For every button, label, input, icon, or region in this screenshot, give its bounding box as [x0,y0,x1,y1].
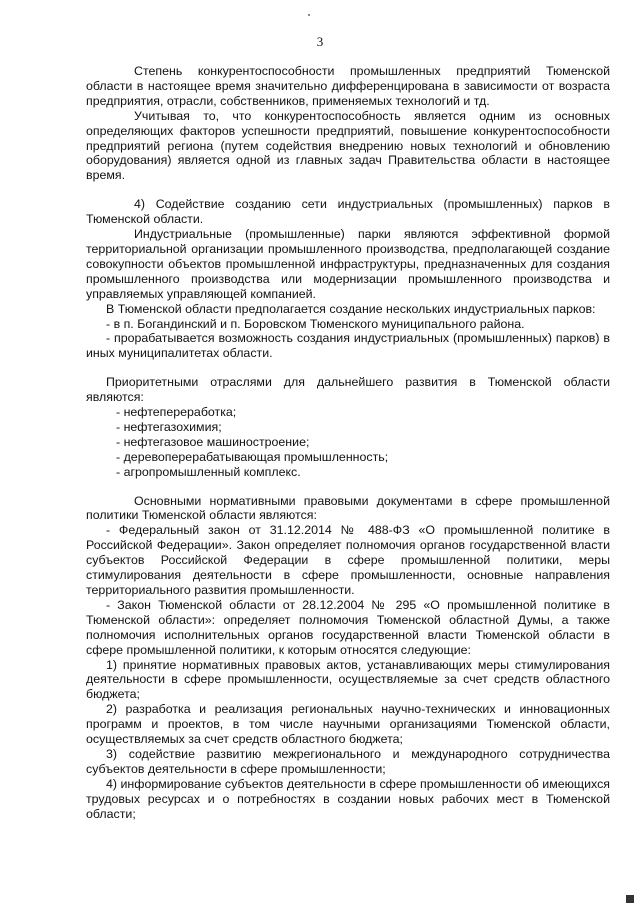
list-item-power-1: 1) принятие нормативных правовых актов, устанавливающих меры стимулирования деятельности в сфере промышленности, осуществляемые за счет средств областного бюджета; [86,657,610,702]
paragraph-industrial-parks-plan: В Тюменской области предполагается создание нескольких индустриальных парков: [106,301,596,316]
list-item-power-2: 2) разработка и реализация региональных научно-технических и инновационных программ и проектов, в том числе научными организациями Тюменской области, осуществляемых за счет средств областного бюджета; [86,702,610,747]
list-item-park-bogandinsky: - в п. Богандинский и п. Боровском Тюменского муниципального района. [106,316,525,331]
list-item-park-other: - прорабатывается возможность создания индустриальных (промышленных) парков) в иных муниципалитетах области. [86,331,610,361]
list-item-federal-law: - Федеральный закон от 31.12.2014 № 488-ФЗ «О промышленной политике в Российской Федерации». Закон определяет полномочия органов государственной власти субъектов Российской Федерации в сфере промышленной политики, меры стимулирования деятельности в сфере промышленности, основные направления территориального развития промышленности. [86,523,610,597]
paragraph-normative-documents: Основными нормативными правовыми документами в сфере промышленной политики Тюменской области являются: [86,493,610,523]
list-item-power-4: 4) информирование субъектов деятельности в сфере промышленности об имеющихся трудовых ресурсах и о потребностях в создании новых рабочих мест в Тюменской области; [86,776,610,821]
list-item-industry: - агропромышленный комплекс. [116,464,301,479]
paragraph-priority-industries: Приоритетными отраслями для дальнейшего развития в Тюменской области являются: [86,375,610,405]
list-item-regional-law: - Закон Тюменской области от 28.12.2004 № 295 «О промышленной политике в Тюменской области»: определяет полномочия Тюменской областной Думы, а также полномочия исполнительных органов государственной власти Тюменской области в сфере промышленной политики, к которым относятся следующие: [86,597,610,657]
list-item-industry: - нефтегазовое машиностроение; [116,434,310,449]
list-item-industry: - нефтегазохимия; [116,419,222,434]
list-item-power-3: 3) содействие развитию межрегионального и международного сотрудничества субъектов деятельности в сфере промышленности; [86,746,610,776]
paragraph-industrial-parks-definition: Индустриальные (промышленные) парки являются эффективной формой территориальной организации промышленного производства, предполагающей создание совокупности объектов промышленной инфраструктуры, предназначенных для создания промышленного производства или модернизации промышленного производства и управляемых управляющей компанией. [86,227,610,301]
industry-list [86,405,610,480]
document-body [86,64,610,822]
page-number: 3 [316,34,324,49]
paragraph-industrial-parks-heading: 4) Содействие созданию сети индустриальных (промышленных) парков в Тюменской области. [86,197,610,227]
list-item-industry: - нефтепереработка; [116,405,237,420]
list-item-industry: - деревоперерабатывающая промышленность; [116,449,389,464]
paragraph-competitiveness: Степень конкурентоспособности промышленных предприятий Тюменской области в настоящее время значительно дифференцирована в зависимости от возраста предприятия, отрасли, собственников, применяемых технологий и тд. [86,64,610,108]
paragraph-competitiveness-goal: Учитывая то, что конкурентоспособность является одним из основных определяющих факторов успешности предприятий, повышение конкурентоспособности предприятий региона (путем содействия внедрению новых технологий и обновлению оборудования) является одной из главных задач Правительства области в настоящее время. [86,108,610,183]
scan-corner-mark [626,895,634,903]
scan-speck [308,14,310,16]
